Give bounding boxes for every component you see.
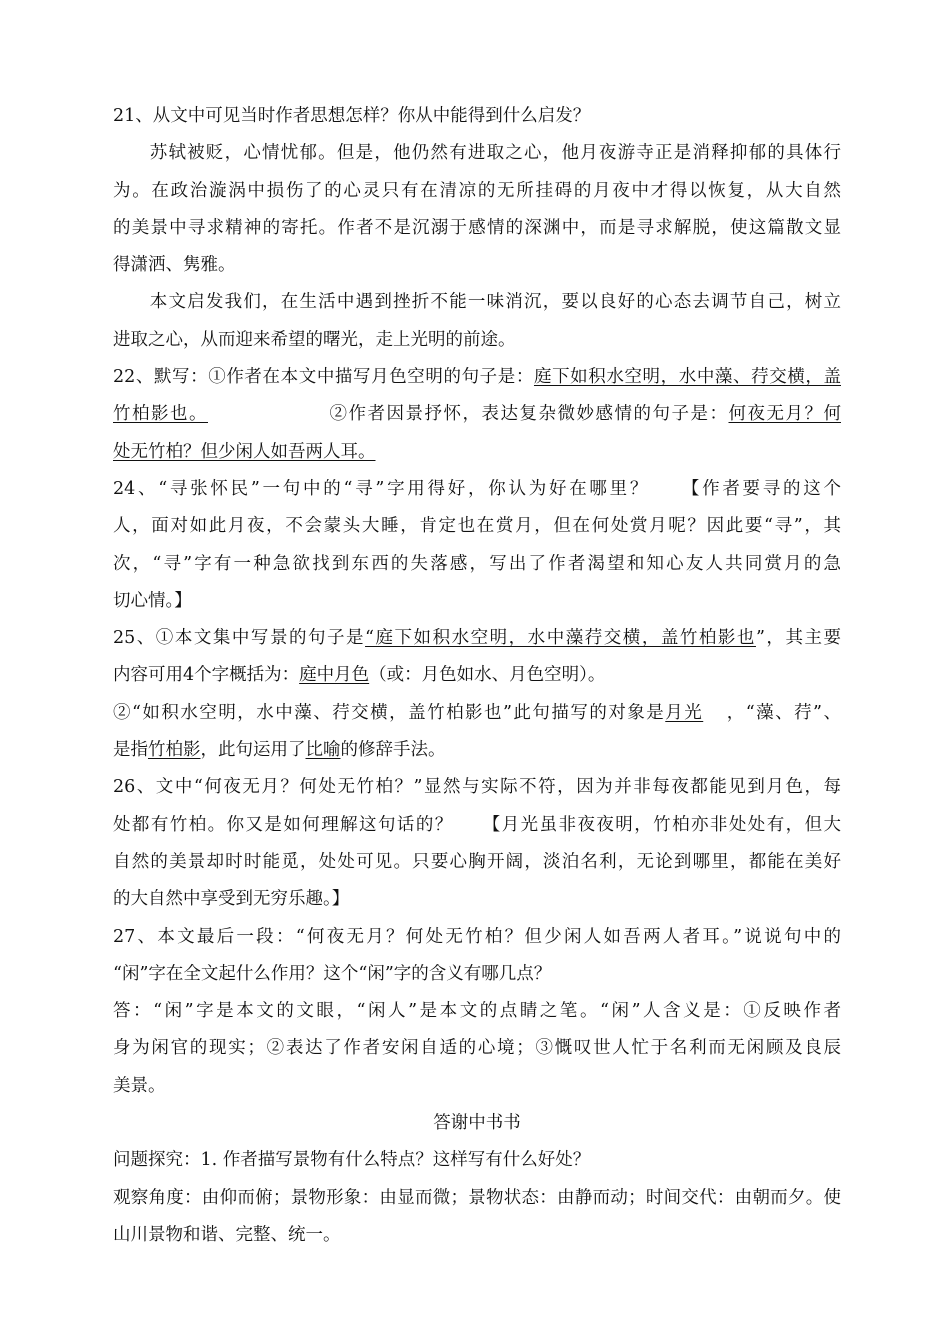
q25-answer-object: 月光 — [665, 702, 704, 723]
q24-line: 切心情。】 — [113, 590, 192, 611]
q27-line: 美景。 — [113, 1075, 166, 1096]
q25-line2: 内容可用4个字概括为：庭中月色（或：月色如水、月色空明）。 — [113, 665, 606, 686]
q21-answer-line: 苏轼被贬，心情忧郁。但是，他仍然有进取之心，他月夜游寺正是消释抑郁的具体行 — [149, 143, 841, 164]
q26-line: 26、文中“何夜无月？何处无竹柏？”显然与实际不符，因为并非每夜都能见到月色，每 — [113, 777, 841, 798]
q22-line1 — [113, 359, 841, 396]
q25-answer-summary: 庭中月色 — [299, 665, 370, 686]
section-answer-line: 山川景物和谐、完整、统一。 — [113, 1224, 341, 1245]
q22-line2 — [113, 396, 841, 433]
q21-answer-line: 为。在政治漩涡中损伤了的心灵只有在清凉的无所挂碍的月夜中才得以恢复，从大自然 — [113, 180, 841, 201]
q27-line: 身为闲官的现实；②表达了作者安闲自适的心境；③慨叹世人忙于名利而无闲顾及良辰 — [113, 1038, 841, 1059]
q22-answer1-cont: 竹柏影也。 — [113, 404, 208, 425]
q26-line: 自然的美景却时时能觅，处处可见。只要心胸开阔，淡泊名利，无论到哪里，都能在美好 — [113, 851, 841, 872]
q21-answer-line: 得潇洒、隽雅。 — [113, 255, 236, 276]
q25-line1: 25、①本文集中写景的句子是“庭下如积水空明，水中藻荇交横，盖竹柏影也”，其主要 — [113, 628, 841, 649]
q24-line: 次，“寻”字有一种急欲找到东西的失落感，写出了作者渴望和知心友人共同赏月的急 — [113, 553, 841, 574]
q26-line: 的大自然中享受到无穷乐趣。】 — [113, 889, 350, 910]
section-answer-line: 观察角度：由仰而俯；景物形象：由显而微；景物状态：由静而动；时间交代：由朝而夕。使 — [113, 1187, 841, 1208]
q25-line3: ②“如积水空明，水中藻、荇交横，盖竹柏影也”此句描写的对象是月光 ，“藻、荇”、 — [113, 702, 841, 723]
q25-line4: 是指竹柏影，此句运用了比喻的修辞手法。 — [113, 740, 446, 761]
document-body — [113, 98, 841, 1254]
q25-answer-rhetoric: 比喻 — [305, 740, 341, 761]
q22-intro: 22、默写：①作者在本文中描写月色空明的句子是： — [113, 367, 534, 388]
q27-line: “闲”字在全文起什么作用？这个“闲”字的含义有哪几点？ — [113, 963, 552, 984]
q22-prompt2: ②作者因景抒怀，表达复杂微妙感情的句子是： — [328, 404, 729, 425]
q22-answer1: 庭下如积水空明，水中藻、荇交横，盖 — [533, 367, 841, 388]
q22-line3 — [113, 434, 841, 471]
q25-answer-sentence: “庭下如积水空明，水中藻荇交横，盖竹柏影也 — [365, 628, 756, 649]
q24-line: 人，面对如此月夜，不会蒙头大睡，肯定也在赏月，但在何处赏月呢？因此要“寻”，其 — [113, 516, 841, 537]
q26-line: 处都有竹柏。你又是如何理解这句话的？ 【月光虽非夜夜明，竹柏亦非处处有，但大 — [113, 814, 841, 835]
q22-answer2-cont: 处无竹柏？但少闲人如吾两人耳。 — [113, 441, 376, 462]
q21-answer-line: 的美景中寻求精神的寄托。作者不是沉溺于感情的深渊中，而是寻求解脱，使这篇散文显 — [113, 217, 841, 238]
section-title: 答谢中书书 — [433, 1113, 521, 1134]
q25-answer-refers: 竹柏影 — [148, 740, 201, 761]
q27-line: 答：“闲”字是本文的文眼，“闲人”是本文的点睛之笔。“闲”人含义是：①反映作者 — [113, 1001, 841, 1022]
q21-inspiration-line: 进取之心，从而迎来希望的曙光，走上光明的前途。 — [113, 329, 516, 350]
q27-line: 27、本文最后一段：“何夜无月？何处无竹柏？但少闲人如吾两人者耳。”说说句中的 — [113, 926, 841, 947]
q21-question: 21、从文中可见当时作者思想怎样？你从中能得到什么启发？ — [113, 106, 591, 126]
q21-inspiration-line: 本文启发我们，在生活中遇到挫折不能一味消沉，要以良好的心态去调节自己，树立 — [149, 292, 841, 313]
section-question: 问题探究：1. 作者描写景物有什么特点？这样写有什么好处？ — [113, 1150, 591, 1171]
q22-answer2: 何夜无月？何 — [728, 404, 841, 425]
q24-line: 24、“寻张怀民”一句中的“寻”字用得好，你认为好在哪里？ 【作者要寻的这个 — [113, 478, 841, 499]
